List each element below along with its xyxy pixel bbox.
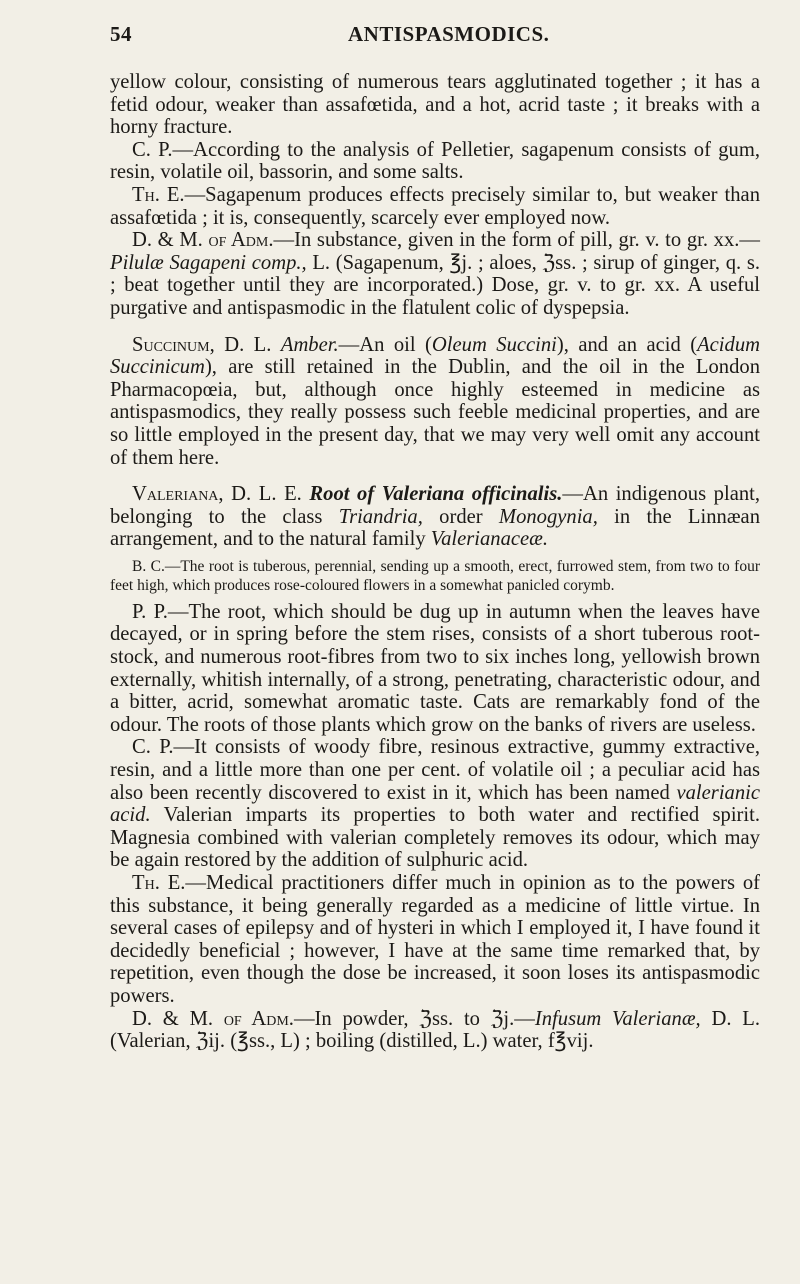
running-head xyxy=(110,22,760,47)
entry-succinum: Succinum, D. L. Amber.—An oil (Oleum Succini), and an acid (Acidum Succinicum), are still retained in the Dublin, and the oil in the London Pharmacopœia, but, although once highly esteemed in medicine as antispasmodics, they really possess such feeble medicinal properties, and are so little employed in the present day, that we may very well omit any account of them here. xyxy=(110,333,760,469)
paragraph-valeriana-therapeutics: Th. E.—Medical practitioners differ much in opinion as to the powers of this substance, it being generally regarded as a medicine of little virtue. In several cases of epilepsy and of hysteri in which I employed it, I have found it decidedly beneficial ; however, I have at the same time remarked that, by repetition, even though the dose be increased, it soon loses its antispasmodic powers. xyxy=(110,872,760,1007)
running-title: ANTISPASMODICS. xyxy=(348,22,550,46)
entry-valeriana: Valeriana, D. L. E. Root of Valeriana officinalis.—An indigenous plant, belonging to the class Triandria, order Monogynia, in the Linnæan arrangement, and to the natural family Valerianaceæ. xyxy=(110,483,760,551)
paragraph-valeriana-properties: P. P.—The root, which should be dug up in autumn when the leaves have decayed, or in spring before the stem rises, consists of a short tuberous root-stock, and numerous root-fibres from two to six inches long, yellowish brown externally, whitish internally, of a strong, penetrating, characteristic odour, and a bitter, acrid, somewhat aromatic taste. Cats are remarkably fond of the odour. The roots of those plants which grow on the banks of rivers are useless. xyxy=(110,600,760,736)
paragraph-valeriana-chemistry: C. P.—It consists of woody fibre, resinous extractive, gummy extractive, resin, and a little more than one per cent. of volatile oil ; a peculiar acid has also been recently discovered to exist in it, which has been named valerianic acid. Valerian imparts its properties to both water and rectified spirit. Magnesia combined with valerian completely removes its odour, which may be again restored by the addition of sulphuric acid. xyxy=(110,736,760,872)
paragraph-sagapenum-description: yellow colour, consisting of numerous tears agglutinated together ; it has a fetid odour, weaker than assafœtida, and a hot, acrid taste ; it breaks with a horny fracture. xyxy=(110,71,760,139)
paragraph-sagapenum-therapeutics: Th. E.—Sagapenum produces effects precisely similar to, but weaker than assafœtida ; it is, consequently, scarcely ever employed now. xyxy=(110,183,760,229)
body-text xyxy=(110,71,760,1053)
paragraph-valeriana-botany-note: B. C.—The root is tuberous, perennial, sending up a smooth, erect, furrowed stem, from two to four feet high, which produces rose-coloured flowers in a somewhat panicled corymb. xyxy=(110,557,760,594)
paragraph-sagapenum-dosage: D. & M. of Adm.—In substance, given in the form of pill, gr. v. to gr. xx.—Pilulæ Sagapeni comp., L. (Sagapenum, ℥j. ; aloes, ℨss. ; sirup of ginger, q. s. ; beat together until they are incorporated.) Dose, gr. v. to gr. xx. A useful purgative and antispasmodic in the flatulent colic of dyspepsia. xyxy=(110,229,760,319)
paragraph-valeriana-dosage: D. & M. of Adm.—In powder, ℨss. to ℨj.—Infusum Valerianæ, D. L. (Valerian, ℨij. (℥ss., L) ; boiling (distilled, L.) water, f℥vij. xyxy=(110,1007,760,1053)
paragraph-sagapenum-chemistry: C. P.—According to the analysis of Pelletier, sagapenum consists of gum, resin, volatile oil, bassorin, and some salts. xyxy=(110,138,760,184)
page-number: 54 xyxy=(110,22,132,46)
